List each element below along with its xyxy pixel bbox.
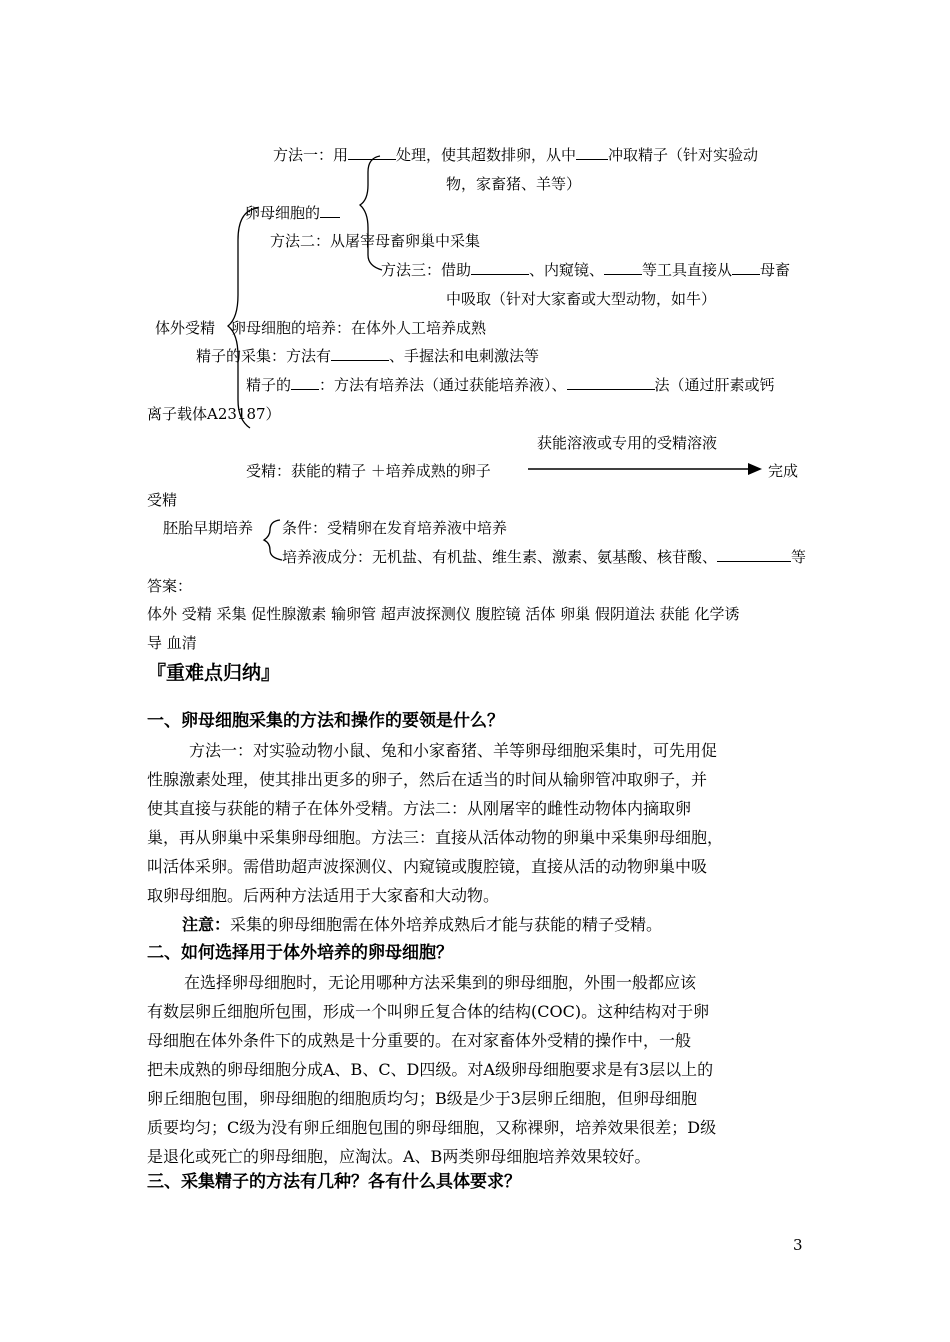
method-one-line [273, 145, 758, 165]
blank-5 [604, 260, 642, 275]
method-one-mid: 处理，使其超数排卵，从中 [396, 146, 577, 164]
blank-10 [717, 547, 791, 562]
method-one-suffix: 冲取精子（针对实验动 [608, 146, 759, 164]
page-number: 3 [793, 1236, 803, 1254]
q2-line-1: 在选择卵母细胞时，无论用哪种方法采集到的卵母细胞，外围一般都应该 [184, 973, 697, 992]
q2-line-7: 是退化或死亡的卵母细胞，应淘汰。A、B两类卵母细胞培养效果较好。 [147, 1147, 651, 1166]
q3-heading: 三、采集精子的方法有几种？各有什么具体要求？ [147, 1172, 521, 1192]
embryo-brace [264, 520, 282, 560]
q1-line-4: 巢，再从卵巢中采集卵母细胞。方法三：直接从活体动物的卵巢中采集卵母细胞， [147, 828, 724, 847]
q1-line-5: 叫活体采卵。需借助超声波探测仪、内窥镜或腹腔镜，直接从活的动物卵巢中吸 [147, 857, 708, 876]
q2-line-6: 质要均匀；C级为没有卵丘细胞包围的卵母细胞，又称裸卵，培养效果很差；D级 [147, 1118, 717, 1137]
blank-1 [348, 145, 396, 160]
answer-label: 答案： [147, 577, 193, 595]
blank-3 [320, 203, 340, 218]
q1-line-2: 性腺激素处理，使其排出更多的卵子，然后在适当的时间从输卵管冲取卵子，并 [147, 770, 708, 789]
answer-line-1: 体外 受精 采集 促性腺激素 输卵管 超声波探测仪 腹腔镜 活体 卵巢 假阴道法 获能 化学诱 [147, 605, 740, 623]
medium-prefix: 培养液成分：无机盐、有机盐、维生素、激素、氨基酸、核苷酸、 [282, 548, 718, 566]
egg-culture-line: 卵母细胞的培养：在体外人工培养成熟 [231, 319, 487, 337]
q1-line-1: 方法一：对实验动物小鼠、兔和小家畜猪、羊等卵母细胞采集时，可先用促 [189, 741, 718, 760]
answer-line-2: 导 血清 [147, 634, 197, 652]
capacitation-cont: 离子载体A23187） [147, 405, 281, 423]
q2-line-2: 有数层卵丘细胞所包围，形成一个叫卵丘复合体的结构(COC)。这种结构对于卵 [147, 1002, 710, 1021]
section-title: 『重难点归纳』 [147, 662, 281, 684]
q1-line-6: 取卵母细胞。后两种方法适用于大家畜和大动物。 [147, 886, 500, 905]
root-label: 体外受精 [155, 319, 216, 337]
q1-note-label: 注意： [182, 915, 231, 934]
method-three-suffix: 母畜 [760, 261, 791, 279]
q2-line-4: 把未成熟的卵母细胞分成A、B、C、D四级。对A级卵母细胞要求是有3层以上的 [147, 1060, 714, 1079]
medium-suffix: 等 [791, 548, 807, 566]
method-three-prefix: 方法三：借助 [381, 261, 472, 279]
sperm-collect-suffix: 、手握法和电刺激法等 [389, 347, 540, 365]
blank-7 [331, 346, 389, 361]
method-three-mid1: 、内窥镜、 [529, 261, 605, 279]
fertilization-complete: 完成 [768, 462, 799, 480]
blank-4 [471, 260, 529, 275]
capacitation-prefix: 精子的 [246, 376, 292, 394]
q2-line-3: 母细胞在体外条件下的成熟是十分重要的。在对家畜体外受精的操作中，一般 [147, 1031, 692, 1050]
q2-heading: 二、如何选择用于体外培养的卵母细胞？ [147, 943, 453, 963]
q1-heading: 一、卵母细胞采集的方法和操作的要领是什么？ [147, 711, 504, 731]
collect-brace [360, 156, 382, 270]
medium-line [282, 547, 806, 567]
egg-collect-line [245, 203, 340, 223]
fert-arrow-head [748, 463, 762, 475]
method-three-line [381, 260, 790, 280]
blank-9 [567, 375, 655, 390]
sperm-collect-prefix: 精子的采集：方法有 [196, 347, 332, 365]
arrow-label: 获能溶液或专用的受精溶液 [537, 434, 718, 452]
q1-line-3: 使其直接与获能的精子在体外受精。方法二：从刚屠宰的雌性动物体内摘取卵 [147, 799, 692, 818]
fertilization-line: 受精：获能的精子 ＋培养成熟的卵子 [246, 462, 491, 480]
embryo-culture-label: 胚胎早期培养 [163, 519, 254, 537]
condition-line: 条件：受精卵在发育培养液中培养 [282, 519, 508, 537]
method-three-cont: 中吸取（针对大家畜或大型动物，如牛） [446, 290, 717, 308]
blank-6 [732, 260, 760, 275]
capacitation-mid: ：方法有培养法（通过获能培养液）、 [319, 376, 567, 394]
blank-2 [576, 145, 608, 160]
blank-8 [291, 375, 319, 390]
capacitation-suffix: 法（通过肝素或钙 [654, 376, 775, 394]
capacitation-line [246, 375, 775, 395]
q1-note-text: 采集的卵母细胞需在体外培养成熟后才能与获能的精子受精。 [230, 915, 663, 934]
method-two-line: 方法二：从屠宰母畜卵巢中采集 [270, 232, 481, 250]
method-one-cont: 物，家畜猪、羊等） [446, 175, 582, 193]
sperm-collect-line [196, 346, 539, 366]
q2-line-5: 卵丘细胞包围，卵母细胞的细胞质均匀；B级是少于3层卵丘细胞，但卵母细胞 [147, 1089, 697, 1108]
q1-note [182, 914, 662, 936]
egg-collect-label: 卵母细胞的 [245, 204, 321, 222]
fertilization-cont: 受精 [147, 491, 178, 509]
method-three-mid2: 等工具直接从 [642, 261, 733, 279]
method-one-prefix: 方法一：用 [273, 146, 349, 164]
